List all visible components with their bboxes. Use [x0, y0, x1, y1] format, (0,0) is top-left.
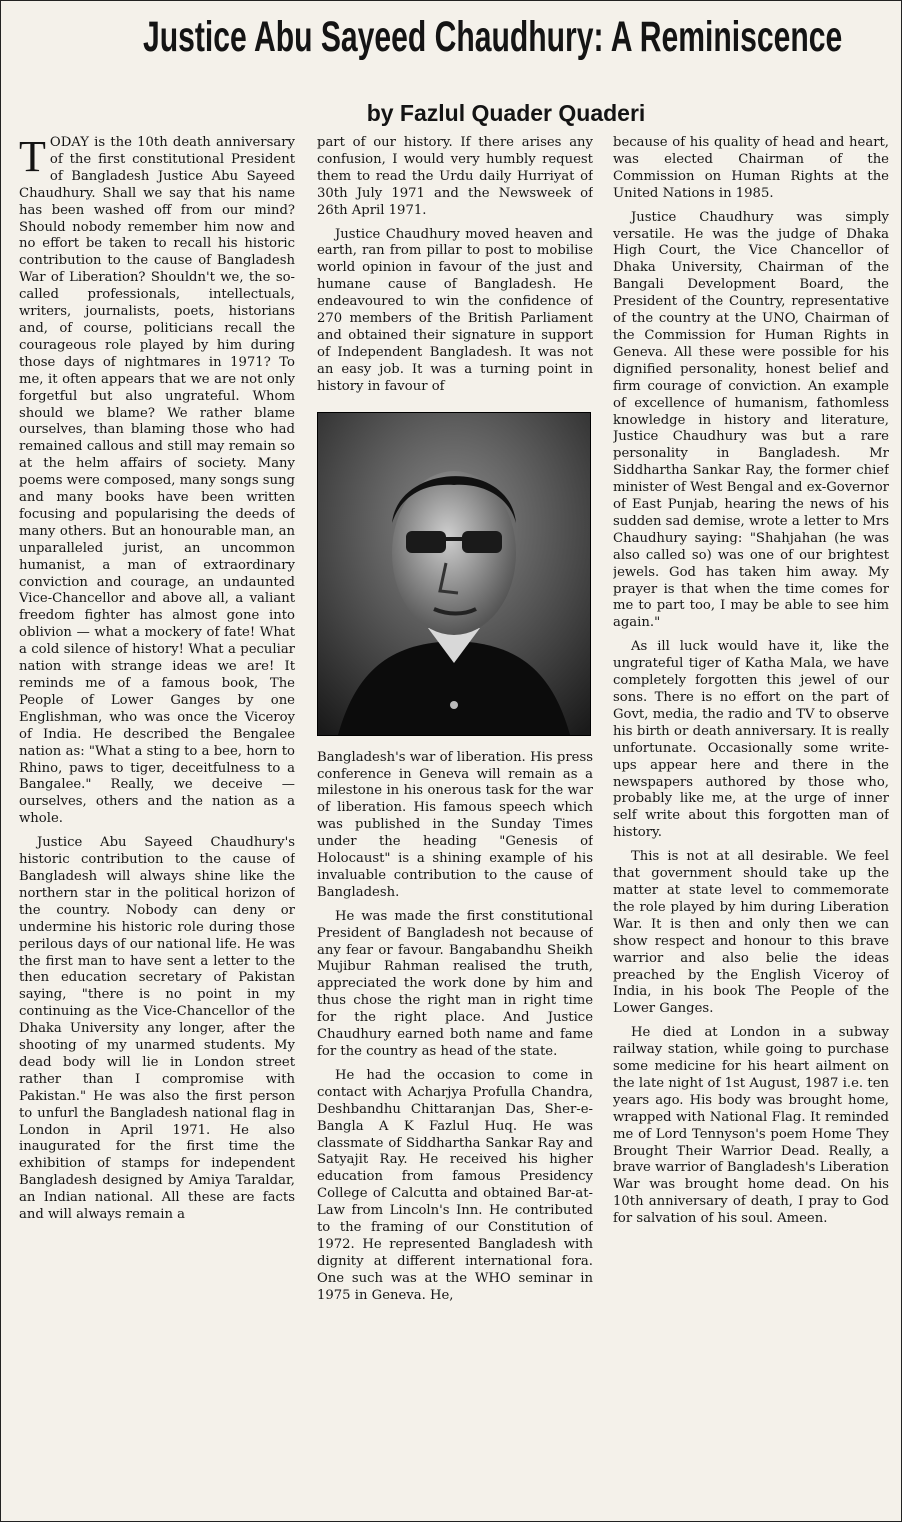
column-1 [19, 135, 295, 1515]
paragraph: He had the occasion to come in contact with Acharjya Profulla Chandra, Deshbandhu Chittaranjan Das, Sher-e-Bangla A K Fazlul Huq. He was classmate of Siddhartha Sankar Ray and Satyajit Ray. He received his higher education from famous Presidency College of Calcutta and obtained Bar-at-Law from Lincoln's Inn. He contributed to the framing of our Constitution of 1972. He represented Bangladesh with dignity at different international fora. One such was at the WHO seminar in 1975 in Geneva. He, [317, 1067, 593, 1303]
paragraph: As ill luck would have it, like the ungrateful tiger of Katha Mala, we have completely forgotten this jewel of our sons. There is no effort on the part of Govt, media, the radio and TV to observe his birth or death anniversary. It is really unfortunate. Occasionally some write-ups appear here and there in the newspapers authored by those who, probably like me, at the urge of inner self write about this forgotten man of history. [613, 639, 889, 841]
paragraph: Justice Chaudhury moved heaven and earth, ran from pillar to post to mobilise world opinion in favour of the just and humane cause of Bangladesh. He endeavoured to win the confidence of 270 members of the British Parliament and obtained their signature in support of Independent Bangladesh. It was not an easy job. It was a turning point in history in favour of [317, 226, 593, 394]
headline: Justice Abu Sayeed Chaudhury: A Reminiscence [143, 13, 843, 61]
paragraph: because of his quality of head and heart, was elected Chairman of the Commission on Human Rights at the United Nations in 1985. [613, 135, 889, 201]
paragraph: He died at London in a subway railway station, while going to purchase some medicine for his heart ailment on the late night of 1st August, 1987 i.e. ten years ago. His body was brought home, wrapped with National Flag. It reminded me of Lord Tennyson's poem Home They Brought Their Warrior Dead. Really, a brave warrior of Bangladesh's Liberation War was brought home dead. On his 10th anniversary of death, I pray to God for salvation of his soul. Ameen. [613, 1025, 889, 1227]
paragraph: Justice Abu Sayeed Chaudhury's historic contribution to the cause of Bangladesh will always shine like the northern star in the political horizon of the country. Nobody can deny or undermine his historic role during those perilous days of our national life. He was the first man to have sent a letter to the then education secretary of Pakistan saying, "there is no point in my continuing as the Vice-Chancellor of the Dhaka University any longer, after the shooting of my unarmed students. My dead body will lie in London street rather than I compromise with Pakistan." He was also the first person to unfurl the Bangladesh national flag in London in April 1971. He also inaugurated for the first time the exhibition of stamps for independent Bangladesh designed by Amiya Taraldar, an Indian national. All these are facts and will always remain a [19, 835, 295, 1223]
drop-cap: T [19, 135, 46, 181]
paragraph: TODAY is the 10th death anniversary of the first constitutional President of Bangladesh Justice Abu Sayeed Chaudhury. Shall we say that his name has been washed off from our mind? Should nobody remember him now and no effort be taken to recall his historic contribution to the cause of Bangladesh War of Liberation? Shouldn't we, the so-called professionals, intellectuals, writers, journalists, poets, historians and, of course, politicians recall the courageous role played by him during those days of nightmares in 1971? To me, it often appears that we are not only forgetful but also ungrateful. Whom should we blame? We rather blame ourselves, than blaming those who had remained callous and still may remain so at the helm affairs of society. Many poems were composed, many songs sung and many books have been written focusing and popularising the deeds of many others. But an honourable man, an unparalleled jurist, an uncommon humanist, a man of extraordinary conviction and courage, an undaunted Vice-Chancellor and above all, a valiant freedom fighter has almost gone into oblivion — what a mockery of fate! What a cold silence of history! What a peculiar nation with strange ideas we are! It reminds me of a famous book, The People of Lower Ganges by one Englishman, who was once the Viceroy of India. He described the Bengalee nation as: "What a sting to a bee, horn to Rhino, paws to tiger, deceitfulness to a Bangalee." Really, we deceive — ourselves, others and the nation as a whole. [19, 135, 295, 827]
paragraph: This is not at all desirable. We feel that government should take up the matter at state level to commemorate the role played by him during Liberation War. It is then and only then we can show respect and honour to this brave warrior and also belie the ideas preached by the English Viceroy of India, in his book The People of the Lower Ganges. [613, 849, 889, 1017]
paragraph: Justice Chaudhury was simply versatile. He was the judge of Dhaka High Court, the Vice Chancellor of Dhaka University, Chairman of the Bangali Development Board, the President of the Country, representative of the country at the UNO, Chairman of the Commission for Human Rights in Geneva. All these were possible for his dignified personality, honest belief and firm courage of conviction. An example of excellence of humanism, fathomless knowledge in history and literature, Justice Chaudhury was but a rare personality in Bangladesh. Mr Siddhartha Sankar Ray, the former chief minister of West Bengal and ex-Governor of East Punjab, hearing the news of his sudden sad demise, wrote a letter to Mrs Chaudhury saying: "Shahjahan (he was also called so) was one of our brightest jewels. God has taken him away. My prayer is that when the time comes for me to part too, I may be able to see him again." [613, 209, 889, 631]
paragraph: Bangladesh's war of liberation. His press conference in Geneva will remain as a milestone in his onerous task for the war of liberation. His famous speech which was published in the Sunday Times under the heading "Genesis of Holocaust" is a shining example of his invaluable contribution to the cause of Bangladesh. [317, 749, 593, 900]
portrait-photo [317, 412, 591, 736]
byline: by Fazlul Quader Quaderi [366, 100, 646, 126]
paragraph: part of our history. If there arises any confusion, I would very humbly request them to read the Urdu daily Hurriyat of 30th July 1971 and the Newsweek of 26th April 1971. [317, 135, 593, 218]
column-3 [613, 135, 889, 1515]
portrait-image [318, 413, 590, 735]
column-2 [317, 135, 593, 1515]
paragraph: He was made the first constitutional President of Bangladesh not because of any fear or favour. Bangabandhu Sheikh Mujibur Rahman realised the truth, appreciated the work done by him and thus chose the right man in right time for the right place. And Justice Chaudhury earned both name and fame for the country as head of the state. [317, 908, 593, 1059]
